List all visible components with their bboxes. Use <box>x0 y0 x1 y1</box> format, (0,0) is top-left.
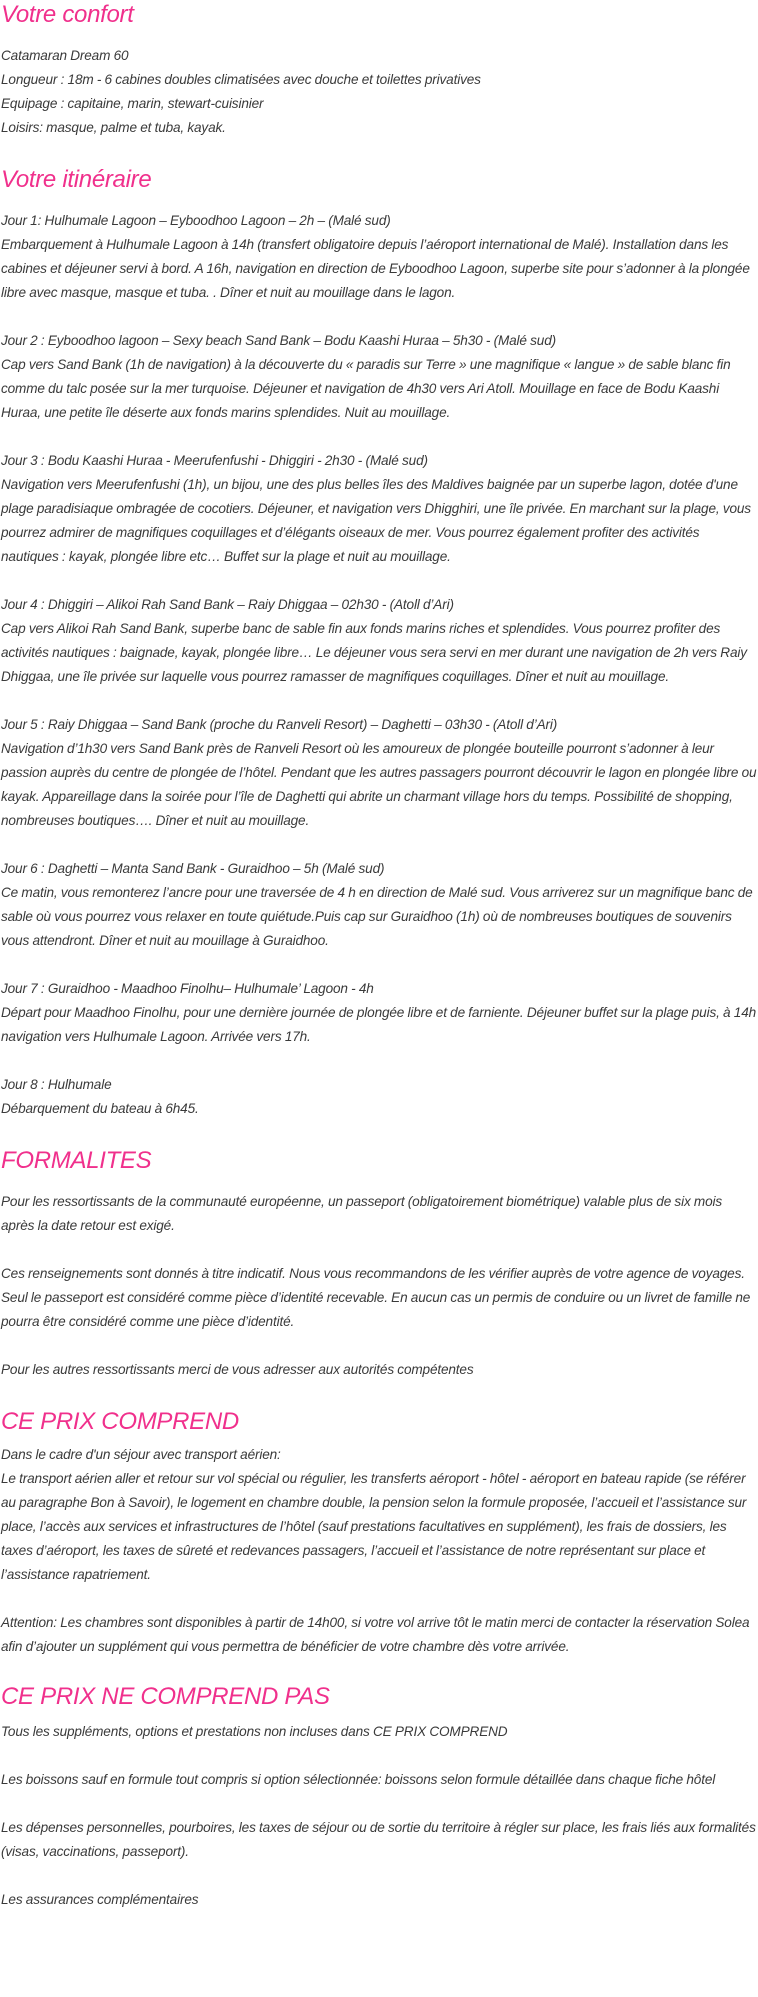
section-formalites <box>1 1146 758 1382</box>
prix-intro: Dans le cadre d'un séjour avec transport aérien: <box>1 1447 281 1462</box>
day-text: Ce matin, vous remonterez l’ancre pour une traversée de 4 h en direction de Malé sud. Vous arriverez sur un magnifique banc de sable où vous pourrez vous relaxer en toute quiétude.Puis cap sur Guraidhoo (1h) où de nombreuses boutiques de souvenirs vous attendront. Dîner et nuit au mouillage à Guraidhoo. <box>1 885 753 948</box>
formalites-paragraph: Pour les autres ressortissants merci de vous adresser aux autorités compétentes <box>1 1362 474 1377</box>
day-text: Navigation vers Meerufenfushi (1h), un bijou, une des plus belles îles des Maldives baignée par un superbe lagon, dotée d'une plage paradisiaque ombragée de cocotiers. Déjeuner, et navigation vers Dhigghiri, une île privée. En marchant sur la plage, vous pourrez admirer de magnifiques coquillages et d’élégants oiseaux de mer. Vous pourrez également profiter des activités nautiques : kayak, plongée libre etc… Buffet sur la plage et nuit au mouillage. <box>1 477 751 564</box>
confort-line: Loisirs: masque, palme et tuba, kayak. <box>1 120 226 135</box>
section-title-prix-comprend: CE PRIX COMPREND <box>1 1408 239 1435</box>
day-entry <box>1 977 758 1049</box>
day-heading: Jour 2 : Eyboodhoo lagoon – Sexy beach Sand Bank – Bodu Kaashi Huraa – 5h30 - (Malé sud) <box>1 333 556 348</box>
day-text: Départ pour Maadhoo Finolhu, pour une dernière journée de plongée libre et de farniente. Déjeuner buffet sur la plage puis, à 14h navigation vers Hulhumale Lagoon. Arrivée vers 17h. <box>1 1005 757 1044</box>
day-entry <box>1 449 758 569</box>
section-title-formalites: FORMALITES <box>1 1147 152 1174</box>
day-entry <box>1 593 758 689</box>
section-itineraire <box>1 165 758 1121</box>
day-heading: Jour 1: Hulhumale Lagoon – Eyboodhoo Lagoon – 2h – (Malé sud) <box>1 213 391 228</box>
day-heading: Jour 7 : Guraidhoo - Maadhoo Finolhu– Hulhumale’ Lagoon - 4h <box>1 981 374 996</box>
section-title-confort: Votre confort <box>1 1 134 28</box>
noprix-paragraph: Tous les suppléments, options et prestations non incluses dans CE PRIX COMPREND <box>1 1724 508 1739</box>
noprix-paragraph: Les boissons sauf en formule tout compris si option sélectionnée: boissons selon formule détaillée dans chaque fiche hôtel <box>1 1772 716 1787</box>
section-prix-ne-comprend-pas <box>1 1682 758 1912</box>
section-title-itineraire: Votre itinéraire <box>1 166 152 193</box>
day-text: Débarquement du bateau à 6h45. <box>1 1101 199 1116</box>
confort-line: Catamaran Dream 60 <box>1 48 129 63</box>
day-heading: Jour 4 : Dhiggiri – Alikoi Rah Sand Bank – Raiy Dhiggaa – 02h30 - (Atoll d’Ari) <box>1 597 454 612</box>
confort-line: Equipage : capitaine, marin, stewart-cuisinier <box>1 96 264 111</box>
day-heading: Jour 8 : Hulhumale <box>1 1077 112 1092</box>
section-confort <box>1 0 758 140</box>
day-entry <box>1 857 758 953</box>
section-title-prix-ne-comprend-pas: CE PRIX NE COMPREND PAS <box>1 1683 330 1710</box>
noprix-paragraph: Les assurances complémentaires <box>1 1892 199 1907</box>
day-heading: Jour 6 : Daghetti – Manta Sand Bank - Guraidhoo – 5h (Malé sud) <box>1 861 385 876</box>
formalites-paragraph: Pour les ressortissants de la communauté européenne, un passeport (obligatoirement biométrique) valable plus de six mois après la date retour est exigé. <box>1 1194 723 1233</box>
formalites-paragraph: Ces renseignements sont donnés à titre indicatif. Nous vous recommandons de les vérifier auprès de votre agence de voyages. Seul le passeport est considéré comme pièce d’identité recevable. En aucun cas un permis de conduire ou un livret de famille ne pourra être considéré comme une pièce d’identité. <box>1 1266 751 1329</box>
day-text: Navigation d’1h30 vers Sand Bank près de Ranveli Resort où les amoureux de plongée bouteille pourront s’adonner à leur passion auprès du centre de plongée de l’hôtel. Pendant que les autres passagers pourront découvrir le lagon en plongée libre ou kayak. Appareillage dans la soirée pour l’île de Daghetti qui abrite un charmant village hors du temps. Possibilité de shopping, nombreuses boutiques…. Dîner et nuit au mouillage. <box>1 741 757 828</box>
day-text: Cap vers Sand Bank (1h de navigation) à la découverte du « paradis sur Terre » une magnifique « langue » de sable blanc fin comme du talc posée sur la mer turquoise. Déjeuner et navigation de 4h30 vers Ari Atoll. Mouillage en face de Bodu Kaashi Huraa, une petite île déserte aux fonds marins splendides. Nuit au mouillage. <box>1 357 731 420</box>
day-entry <box>1 329 758 425</box>
prix-text: Le transport aérien aller et retour sur vol spécial ou régulier, les transferts aéroport - hôtel - aéroport en bateau rapide (se référer au paragraphe Bon à Savoir), le logement en chambre double, la pension selon la formule proposée, l’accueil et l’assistance sur place, l’accès aux services et infrastructures de l’hôtel (sauf prestations facultatives en supplément), les frais de dossiers, les taxes d’aéroport, les taxes de sûreté et redevances passagers, l’accueil et l’assistance de notre représentant sur place et l’assistance rapatriement. <box>1 1471 747 1582</box>
day-entry <box>1 1073 758 1121</box>
prix-attention: Attention: Les chambres sont disponibles à partir de 14h00, si votre vol arrive tôt le matin merci de contacter la réservation Solea afin d’ajouter un supplément qui vous permettra de bénéficier de votre chambre dès votre arrivée. <box>1 1615 750 1654</box>
confort-line: Longueur : 18m - 6 cabines doubles climatisées avec douche et toilettes privatives <box>1 72 481 87</box>
day-text: Embarquement à Hulhumale Lagoon à 14h (transfert obligatoire depuis l’aéroport international de Malé). Installation dans les cabines et déjeuner servi à bord. A 16h, navigation en direction de Eyboodhoo Lagoon, superbe site pour s’adonner à la plongée libre avec masque, masque et tuba. . Dîner et nuit au mouillage dans le lagon. <box>1 237 750 300</box>
day-heading: Jour 3 : Bodu Kaashi Huraa - Meerufenfushi - Dhiggiri - 2h30 - (Malé sud) <box>1 453 428 468</box>
day-entry <box>1 713 758 833</box>
day-heading: Jour 5 : Raiy Dhiggaa – Sand Bank (proche du Ranveli Resort) – Daghetti – 03h30 - (Atoll d’Ari) <box>1 717 558 732</box>
day-text: Cap vers Alikoi Rah Sand Bank, superbe banc de sable fin aux fonds marins riches et splendides. Vous pourrez profiter des activités nautiques : baignade, kayak, plongée libre… Le déjeuner vous sera servi en mer durant une navigation de 2h vers Raiy Dhiggaa, une île privée sur laquelle vous pourrez ramasser de magnifiques coquillages. Dîner et nuit au mouillage. <box>1 621 747 684</box>
noprix-paragraph: Les dépenses personnelles, pourboires, les taxes de séjour ou de sortie du territoire à régler sur place, les frais liés aux formalités (visas, vaccinations, passeport). <box>1 1820 756 1859</box>
day-entry <box>1 209 758 305</box>
section-prix-comprend <box>1 1407 758 1659</box>
